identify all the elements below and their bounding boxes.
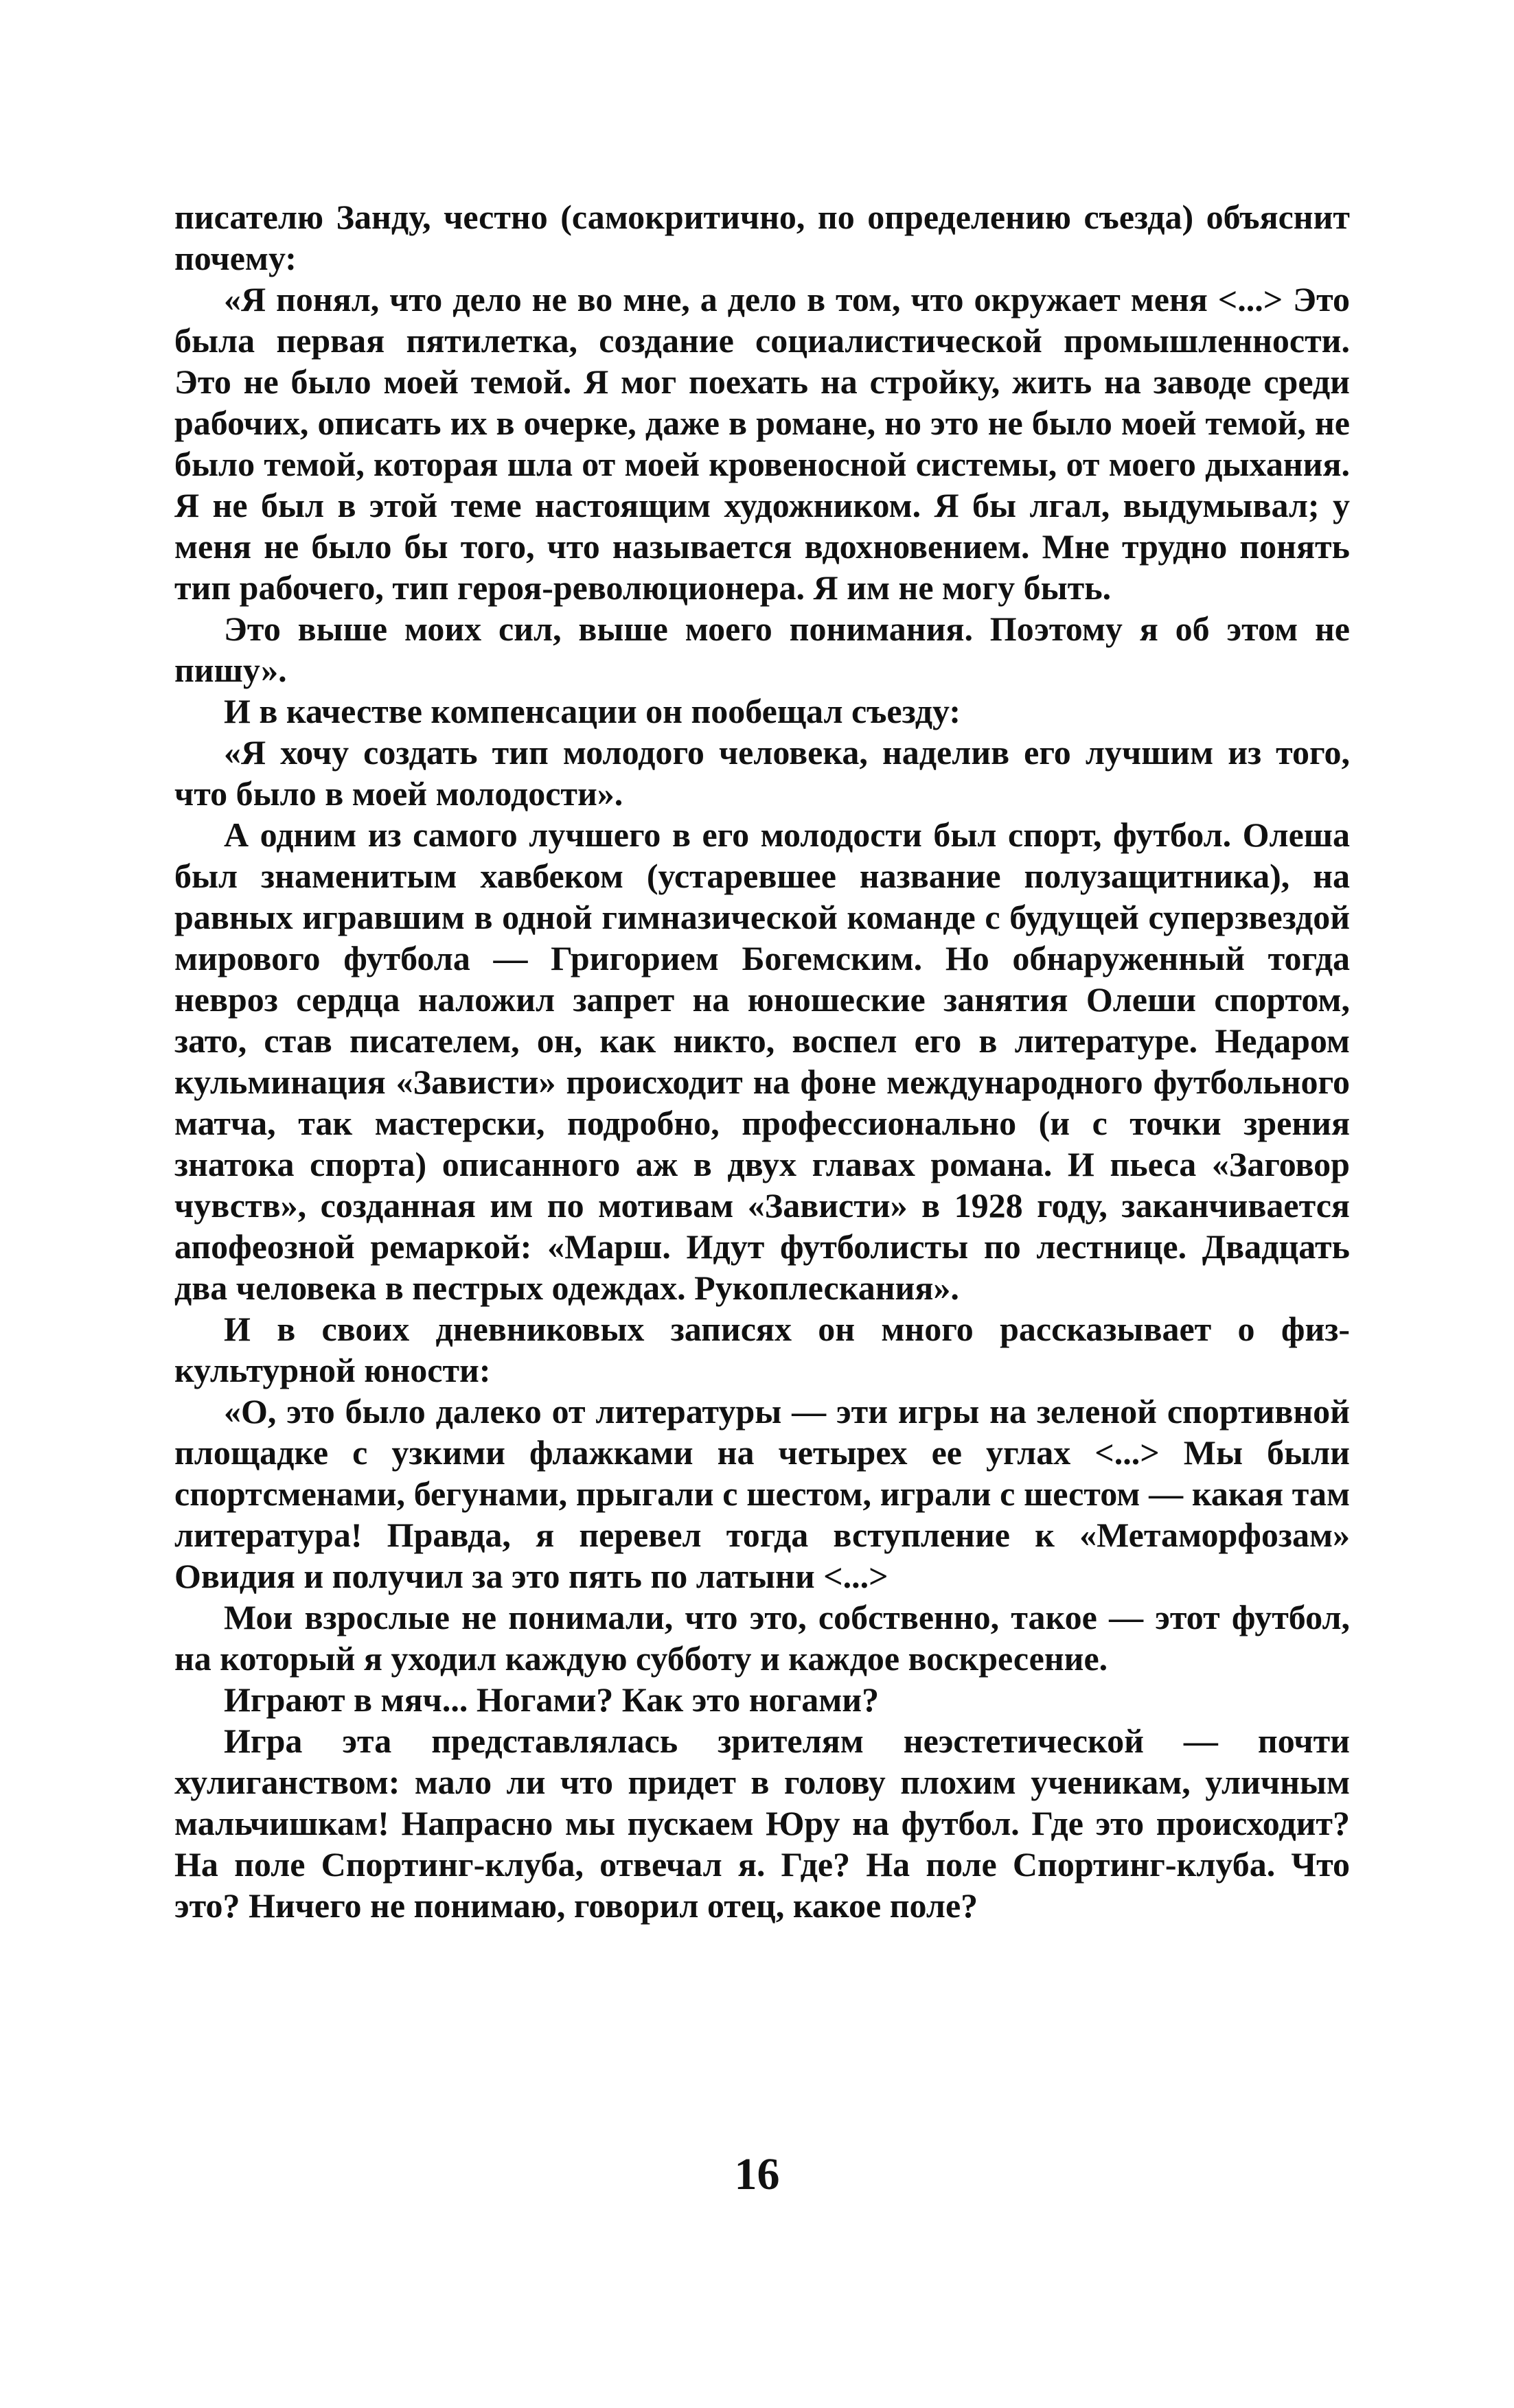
paragraph: «Я хочу создать тип молодого человека, наделив его лучшим из того, что было в моей молодости». bbox=[174, 733, 1350, 813]
paragraph: И в своих дневниковых записях он много рассказывает о физкультурной юности: bbox=[174, 1310, 1350, 1389]
paragraph: Играют в мяч... Ногами? Как это ногами? bbox=[224, 1680, 880, 1719]
paragraph: «Я понял, что дело не во мне, а дело в том, что окружает меня <...> Это была первая пятилетка, создание социалистической промышленности. Это не было моей темой. Я мог поехать на стройку, жить на заводе среди рабочих, описать их в очерке, даже в романе, но это не было моей темой, не было темой, которая шла от моей кровеносной системы, от моего дыхания. Я не был в этой теме настоящим художником. Я бы лгал, выдумывал; у меня не было бы того, что называется вдохновением. Мне трудно понять тип рабочего, тип героя-революционера. Я им не могу быть. bbox=[174, 280, 1350, 607]
paragraph: писателю Занду, честно (самокритично, по определению съезда) объяснит почему: bbox=[174, 198, 1350, 277]
paragraph: Это выше моих сил, выше моего понимания. Поэтому я об этом не пишу». bbox=[174, 610, 1350, 689]
body-text bbox=[174, 196, 1350, 1926]
paragraph: Игра эта представлялась зрителям неэстетической — почти хулиганством: мало ли что придет в голову плохим ученикам, уличным мальчишкам! Напрасно мы пускаем Юру на футбол. Где это происходит? На поле Спортинг-клуба, отвечал я. Где? На поле Спортинг-клуба. Что это? Ничего не понимаю, говорил отец, какое поле? bbox=[174, 1722, 1350, 1925]
paragraph: И в качестве компенсации он пообещал съезду: bbox=[224, 692, 961, 730]
paragraph: Мои взрослые не понимали, что это, собственно, такое — этот футбол, на который я уходил каждую субботу и каждое воскресение. bbox=[174, 1598, 1350, 1678]
paragraph: А одним из самого лучшего в его молодости был спорт, футбол. Олеша был знаменитым хавбеком (устаревшее название полузащитника), на равных игравшим в одной гимназической команде с будущей суперзвездой мирового футбола — Григорием Богемским. Но обнаруженный тогда невроз сердца наложил запрет на юношеские занятия Олеши спортом, зато, став писателем, он, как никто, воспел его в литературе. Недаром кульминация «Зависти» происходит на фоне международного футбольного матча, так мастерски, подробно, профессионально (и с точки зрения знатока спорта) описанного аж в двух главах романа. И пьеса «Заговор чувств», созданная им по мотивам «Зависти» в 1928 году, заканчивается апофеозной ремаркой: «Марш. Идут футболисты по лестнице. Двадцать два человека в пестрых одеждах. Рукоплескания». bbox=[174, 815, 1350, 1307]
paragraph: «О, это было далеко от литературы — эти игры на зеленой спортивной площадке с узкими флажками на четырех ее углах <...> Мы были спортсменами, бегунами, прыгали с шестом, играли с шестом — какая там литература! Правда, я перевел тогда вступление к «Метаморфозам» Овидия и получил за это пять по латыни <...> bbox=[174, 1392, 1350, 1595]
page-number: 16 bbox=[734, 2149, 780, 2199]
